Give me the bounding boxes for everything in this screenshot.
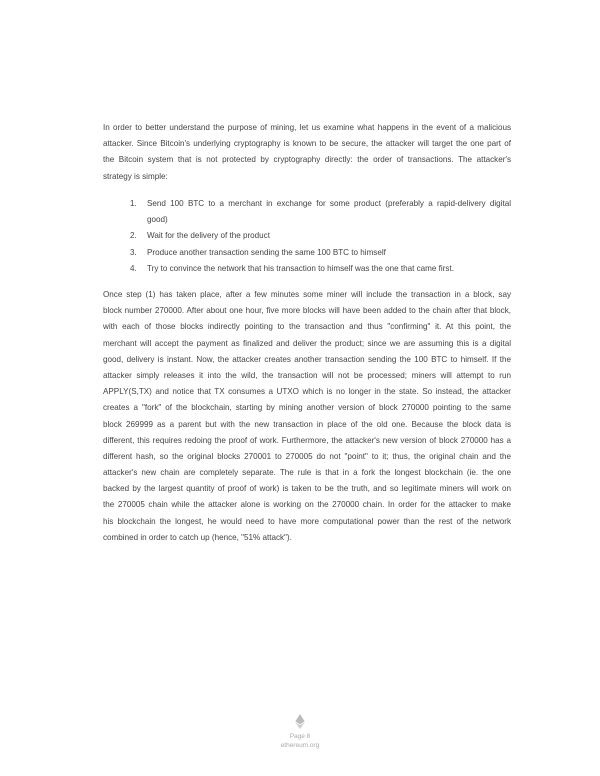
- list-item: [130, 228, 511, 244]
- list-item: [130, 196, 511, 228]
- list-number: 3.: [130, 247, 137, 257]
- list-number: 2.: [130, 231, 137, 241]
- page-number: Page 8: [289, 733, 311, 740]
- list-number: 1.: [130, 199, 137, 208]
- list-item: [130, 261, 511, 277]
- text-line: attacker. Since Bitcoin's underlying cryptography is known to be secure, the attacker will target the one part of: [103, 139, 511, 149]
- text-line: with each of those blocks indirectly pointing to the transaction and thus "confirming" it. At this point, the: [103, 322, 511, 332]
- text-line: his blockchain the longest, he would need to have more computational power than the rest of the network: [103, 516, 511, 526]
- text-line: Once step (1) has taken place, after a few minutes some miner will include the transaction in a block, say: [103, 290, 511, 299]
- text-line: combined in order to catch up (hence, "51% attack").: [103, 532, 292, 542]
- text-line: attacker simply releases it into the wild, the transaction will not be processed; miners will attempt to run: [103, 370, 511, 380]
- text-line: the 270005 chain while the attacker alone is working on the 270000 chain. In order for the attacker to make: [103, 500, 511, 510]
- site-name: ethereum.org: [280, 742, 320, 749]
- text-line: Produce another transaction sending the same 100 BTC to himself: [147, 247, 386, 257]
- text-line: different, this requires redoing the proof of work. Furthermore, the attacker's new version of block 270000 has a: [103, 435, 511, 445]
- list-number: 4.: [130, 263, 137, 273]
- text-line: Send 100 BTC to a merchant in exchange for some product (preferably a rapid-delivery digital: [147, 199, 511, 208]
- page-footer: [0, 714, 600, 750]
- text-line: the Bitcoin system that is not protected by cryptography directly: the order of transactions. The attacker's: [103, 155, 511, 165]
- list-item: [130, 245, 511, 261]
- text-line: creates a "fork" of the blockchain, starting by mining another version of block 270000 pointing to the same: [103, 403, 511, 413]
- ethereum-diamond-icon: [295, 714, 305, 729]
- paragraph-fork-explanation: [103, 287, 511, 546]
- text-line: Wait for the delivery of the product: [147, 231, 270, 241]
- text-line: merchant will accept the payment as finalized and deliver the product; since we are assuming this is a digital: [103, 338, 511, 348]
- text-line: different hash, so the original blocks 270001 to 270005 do not "point" to it; thus, the original chain and the: [103, 451, 511, 461]
- paragraph-intro: [103, 120, 511, 185]
- text-line: strategy is simple:: [103, 171, 168, 181]
- attack-steps-list: [130, 196, 511, 277]
- text-line: backed by the largest quantity of proof of work) is taken to be the truth, and so legitimate miners will work on: [103, 484, 511, 494]
- text-line: good): [147, 215, 168, 225]
- text-line: block 269999 as a parent but with the new transaction in place of the old one. Because the block data is: [103, 419, 511, 429]
- text-line: APPLY(S,TX) and notice that TX consumes a UTXO which is no longer in the state. So instead, the attacker: [103, 387, 511, 397]
- text-line: block number 270000. After about one hour, five more blocks will have been added to the chain after that block,: [103, 306, 511, 316]
- text-line: attacker's new chain are completely separate. The rule is that in a fork the longest blockchain (ie. the one: [103, 468, 511, 478]
- text-line: good, delivery is instant. Now, the attacker creates another transaction sending the 100 BTC to himself. If the: [103, 354, 511, 364]
- text-line: In order to better understand the purpose of mining, let us examine what happens in the event of a malicious: [103, 123, 511, 132]
- text-line: Try to convince the network that his transaction to himself was the one that came first.: [147, 263, 454, 273]
